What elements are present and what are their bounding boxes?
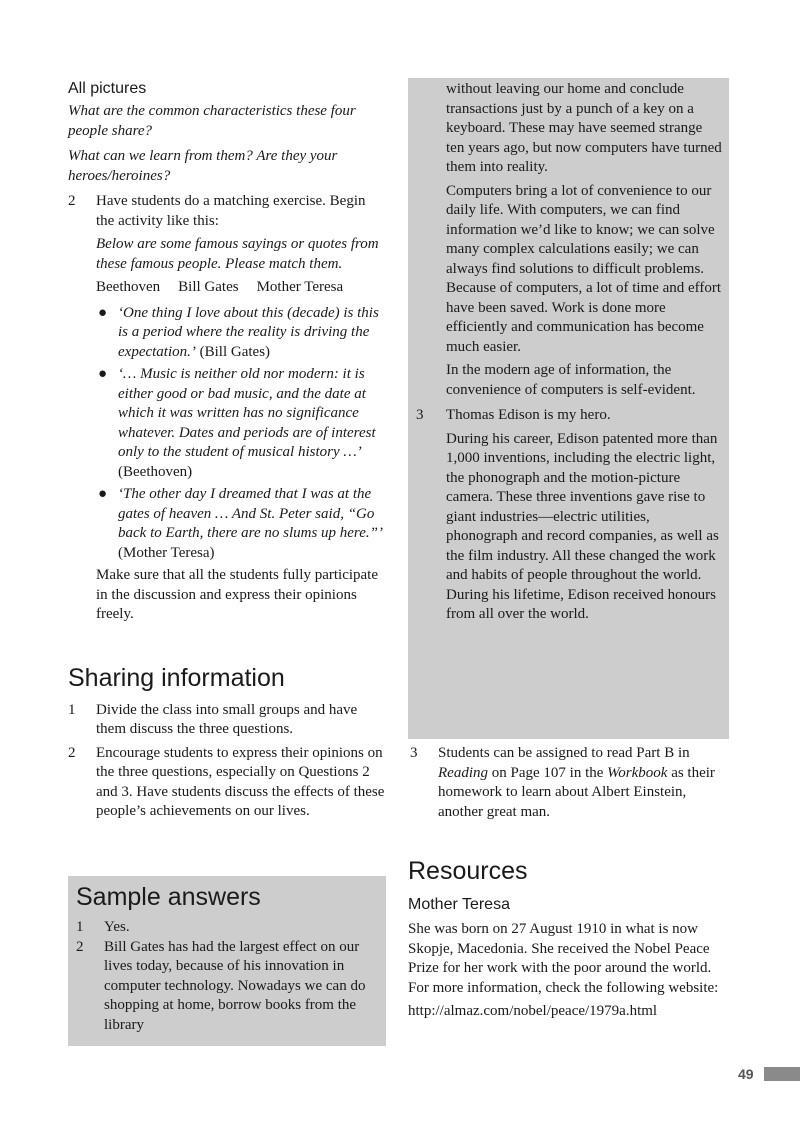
step-2-text: Have students do a matching exercise. Begin the activity like this: bbox=[96, 193, 366, 229]
step-3-number: 3 bbox=[410, 745, 418, 761]
mother-teresa-text: She was born on 27 August 1910 in what is now Skopje, Macedonia. She received the Nobel Peace Prize for her work with the poor around the world. For more information, check the following website: bbox=[408, 921, 719, 996]
question-2: What can we learn from them? Are they your heroes/heroines? bbox=[68, 148, 338, 184]
step-3-text-part: Students can be assigned to read Part B in bbox=[438, 745, 690, 761]
quote-text: ‘… Music is neither old nor modern: it is either good or bad music, and the date at which it was written has no significance whatever. Dates and periods are of interest only to the student of musical history …’ bbox=[118, 366, 376, 460]
step-2-instruction: Below are some famous sayings or quotes from these famous people. Please match them. bbox=[96, 236, 379, 272]
right-column-shaded bbox=[408, 80, 729, 625]
step-2 bbox=[68, 192, 386, 231]
sample-item-1 bbox=[76, 918, 378, 938]
list-item bbox=[96, 365, 386, 482]
list-item bbox=[96, 304, 386, 363]
sharing-item-1 bbox=[68, 701, 386, 740]
quote-text: ‘One thing I love about this (decade) is this is a period where the reality is driving the expectation.’ bbox=[118, 304, 379, 360]
sample-item-number: 1 bbox=[76, 919, 84, 935]
page-number-bar bbox=[764, 1067, 800, 1081]
page-number: 49 bbox=[738, 1066, 754, 1082]
bullet-icon: ● bbox=[98, 486, 108, 502]
sample-item-3 bbox=[408, 406, 722, 426]
name-bill-gates: Bill Gates bbox=[178, 279, 239, 295]
quote-attribution: (Mother Teresa) bbox=[118, 544, 215, 561]
step-2-number: 2 bbox=[68, 193, 76, 209]
sample-answers-box bbox=[68, 876, 386, 1046]
left-column bbox=[68, 78, 386, 822]
resources-heading: Resources bbox=[408, 857, 528, 885]
quote-attribution: (Beethoven) bbox=[118, 463, 193, 480]
names-row bbox=[96, 278, 386, 298]
bullet-icon: ● bbox=[98, 304, 108, 321]
sample-item-title: Thomas Edison is my hero. bbox=[446, 407, 611, 423]
sharing-item-text: Encourage students to express their opinions on the three questions, especially on Questions 2 and 3. Have students discuss the effects of these people’s achievements on our lives. bbox=[96, 744, 385, 819]
continued-paragraph-1: without leaving our home and conclude transactions just by a punch of a key on a keyboard. These may have seemed strange ten years ago, but now computers have turned them into reality. bbox=[446, 81, 722, 175]
question-1: What are the common characteristics these four people share? bbox=[68, 103, 356, 139]
reading-title: Reading bbox=[438, 764, 488, 781]
all-pictures-heading: All pictures bbox=[68, 80, 147, 97]
sample-answers-heading: Sample answers bbox=[76, 883, 261, 911]
sharing-information-heading: Sharing information bbox=[68, 663, 285, 692]
name-mother-teresa: Mother Teresa bbox=[256, 279, 344, 295]
quotes-list bbox=[96, 304, 386, 564]
step-3-text bbox=[438, 744, 728, 822]
sample-item-number: 2 bbox=[76, 938, 84, 955]
name-beethoven: Beethoven bbox=[96, 279, 161, 295]
quote-text: ‘The other day I dreamed that I was at the gates of heaven … And St. Peter said, “Go back to Earth, there are no slums up here.”’ bbox=[118, 486, 383, 541]
continued-paragraph-3: In the modern age of information, the convenience of computers is self-evident. bbox=[446, 362, 696, 398]
bullet-icon: ● bbox=[98, 366, 108, 382]
quote-attribution: (Bill Gates) bbox=[195, 343, 271, 360]
continued-paragraph-2: Computers bring a lot of convenience to our daily life. With computers, we can find information we’d like to know; we can solve many complex calculations easily; we can always find solutions to difficult problems. Because of computers, a lot of time and effort have been saved. Work is done more efficiently and communication has become much easier. bbox=[446, 182, 722, 355]
sample-item-2 bbox=[76, 938, 378, 1036]
right-column-lower bbox=[408, 744, 729, 1022]
list-item bbox=[96, 485, 386, 563]
step-3 bbox=[408, 744, 729, 822]
workbook-title: Workbook bbox=[607, 764, 668, 781]
sample-item-text: Yes. bbox=[104, 919, 130, 935]
sharing-item-number: 2 bbox=[68, 744, 76, 761]
make-sure-text: Make sure that all the students fully participate in the discussion and express their opinions freely. bbox=[96, 567, 378, 622]
step-3-text-part: as their homework to learn about Albert Einstein, another great man. bbox=[438, 764, 715, 820]
mother-teresa-url[interactable]: http://almaz.com/nobel/peace/1979a.html bbox=[408, 1003, 658, 1019]
step-3-text-part: on Page 107 in the bbox=[488, 764, 608, 781]
sharing-item-2 bbox=[68, 744, 386, 822]
sharing-item-text: Divide the class into small groups and have them discuss the three questions. bbox=[96, 701, 358, 737]
sharing-item-number: 1 bbox=[68, 701, 76, 718]
sample-item-number: 3 bbox=[416, 407, 424, 423]
mother-teresa-heading: Mother Teresa bbox=[408, 896, 510, 913]
edison-paragraph: During his career, Edison patented more than 1,000 inventions, including the electric light, the phonograph and the motion-picture camera. These three inventions gave rise to giant industries—electric utilities, phonograph and record companies, as well as the film industry. All these changed the work and habits of people throughout the world. During his lifetime, Edison received honours from all over the world. bbox=[446, 430, 719, 622]
sample-item-text: Bill Gates has had the largest effect on our lives today, because of his innovation in computer technology. Nowadays we can do shopping at home, borrow books from the library bbox=[104, 938, 366, 1033]
